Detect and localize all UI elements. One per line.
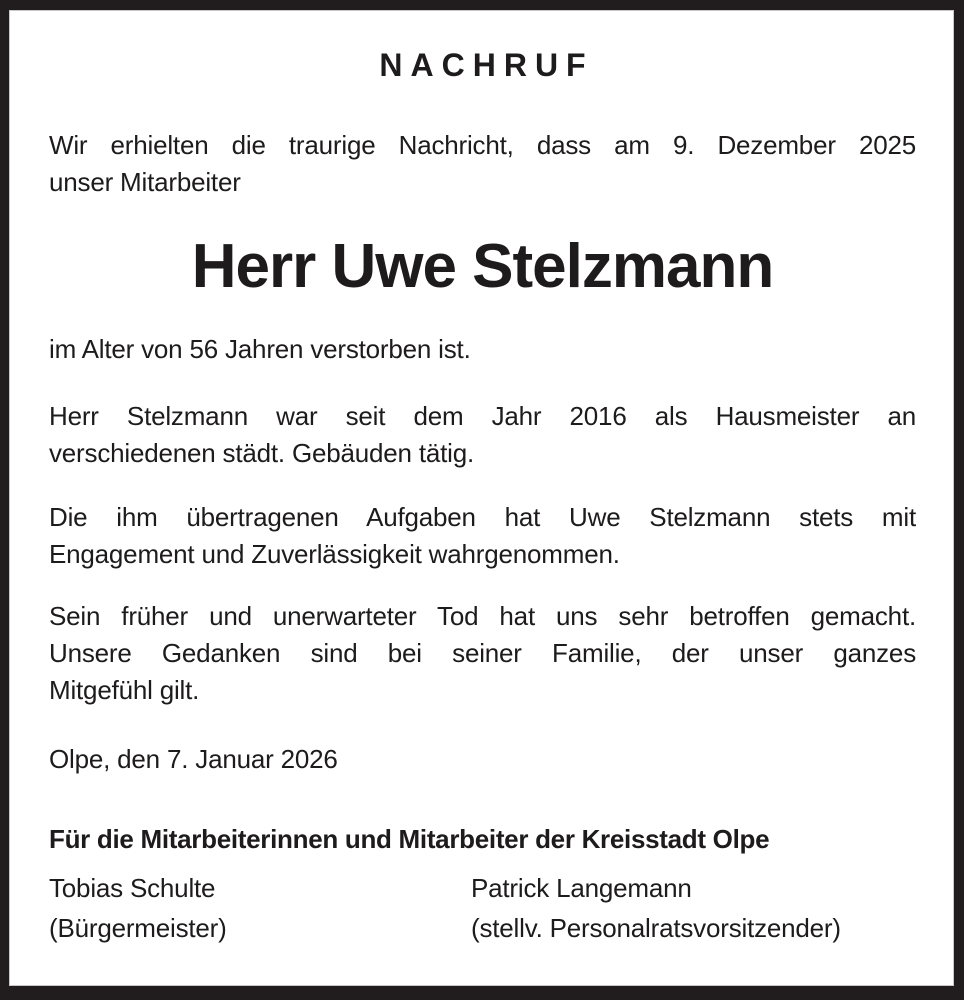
text-line: Sein früher und unerwarteter Tod hat uns sehr betroffen gemacht.	[49, 601, 916, 631]
signature-heading: Für die Mitarbeiterinnen und Mitarbeiter der Kreisstadt Olpe	[49, 824, 770, 854]
dateline: Olpe, den 7. Januar 2026	[49, 744, 338, 774]
duties-paragraph	[49, 499, 916, 573]
text-line: Mitgefühl gilt.	[49, 675, 200, 705]
condolence-paragraph	[49, 598, 916, 709]
text-line: Die ihm übertragenen Aufgaben hat Uwe Stelzmann stets mit	[49, 502, 916, 532]
text-line: Unsere Gedanken sind bei seiner Familie, der unser ganzes	[49, 638, 916, 668]
deceased-name: Herr Uwe Stelzmann	[191, 232, 774, 301]
signature-row	[49, 868, 916, 948]
text-line: Wir erhielten die traurige Nachricht, dass am 9. Dezember 2025	[49, 130, 916, 160]
text-line: Herr Stelzmann war seit dem Jahr 2016 als Hausmeister an	[49, 401, 916, 431]
text-line: Engagement und Zuverlässigkeit wahrgenommen.	[49, 539, 620, 569]
signatory-role: (stellv. Personalratsvorsitzender)	[471, 913, 841, 943]
signature-right	[471, 868, 916, 948]
page-title: NACHRUF	[379, 47, 594, 83]
signatory-name: Tobias Schulte	[49, 873, 216, 903]
intro-paragraph	[49, 127, 916, 201]
employment-paragraph	[49, 398, 916, 472]
text-line: verschiedenen städt. Gebäuden tätig.	[49, 438, 474, 468]
signature-left	[49, 868, 471, 948]
age-line: im Alter von 56 Jahren verstorben ist.	[49, 334, 471, 364]
signatory-name: Patrick Langemann	[471, 873, 692, 903]
text-line: unser Mitarbeiter	[49, 167, 241, 197]
signatory-role: (Bürgermeister)	[49, 913, 227, 943]
